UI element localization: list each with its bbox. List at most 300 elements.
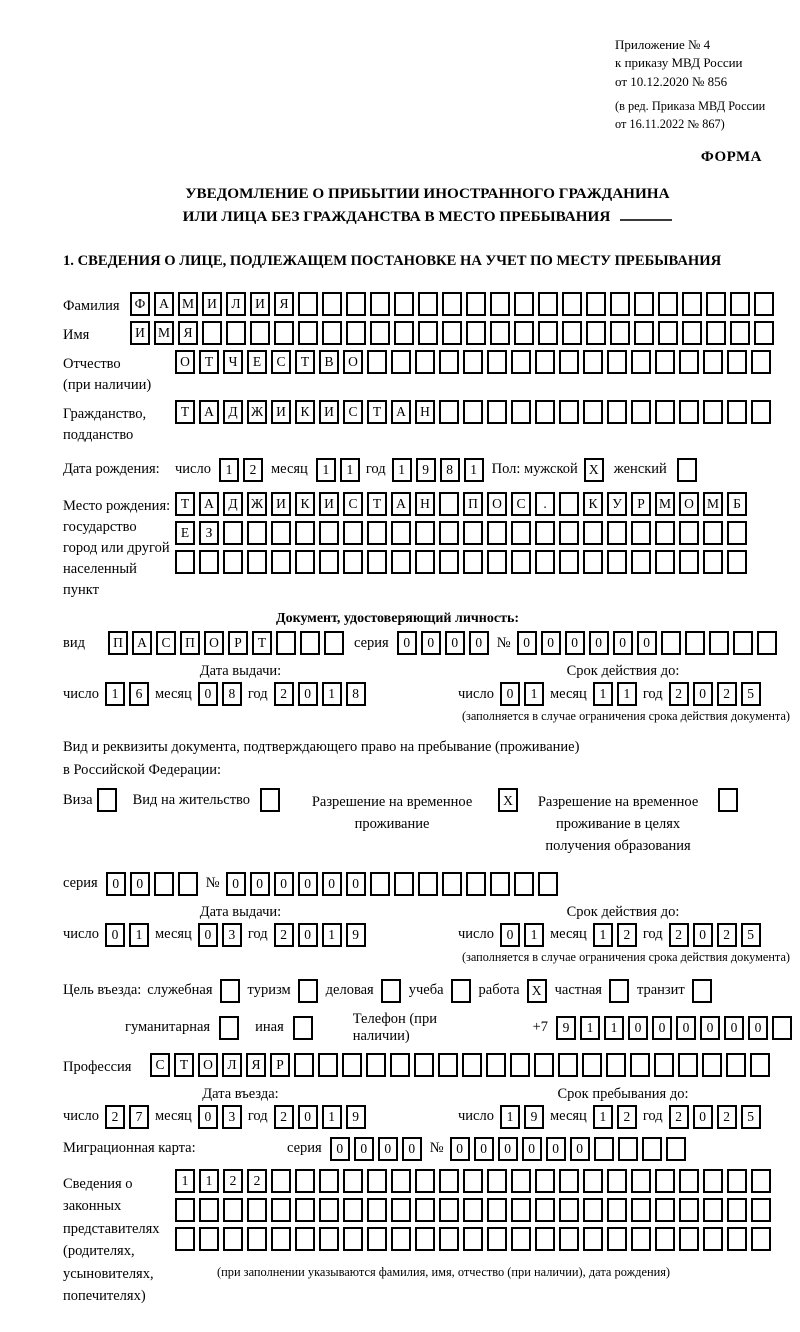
char-cell[interactable]	[631, 1227, 651, 1251]
char-cell[interactable]: 2	[669, 1105, 689, 1129]
char-cell[interactable]: 0	[474, 1137, 494, 1161]
char-cell[interactable]	[366, 1053, 386, 1077]
char-cell[interactable]	[294, 1053, 314, 1077]
char-cell[interactable]	[607, 1169, 627, 1193]
char-cell[interactable]	[706, 292, 726, 316]
char-cell[interactable]	[271, 521, 291, 545]
char-cell[interactable]	[178, 872, 198, 896]
char-cell[interactable]	[583, 1169, 603, 1193]
char-cell[interactable]	[586, 321, 606, 345]
char-cell[interactable]: Т	[367, 400, 387, 424]
char-cell[interactable]	[274, 321, 294, 345]
char-cell[interactable]	[175, 1227, 195, 1251]
char-cell[interactable]: П	[463, 492, 483, 516]
char-cell[interactable]	[535, 1227, 555, 1251]
char-cell[interactable]: 0	[498, 1137, 518, 1161]
char-cell[interactable]	[726, 1053, 746, 1077]
char-cell[interactable]	[154, 872, 174, 896]
char-cell[interactable]: О	[487, 492, 507, 516]
char-cell[interactable]	[463, 1169, 483, 1193]
char-cell[interactable]	[346, 292, 366, 316]
char-cell[interactable]: 8	[222, 682, 242, 706]
char-cell[interactable]: 1	[322, 682, 342, 706]
char-cell[interactable]: 1	[617, 682, 637, 706]
char-cell[interactable]	[247, 1227, 267, 1251]
char-cell[interactable]	[487, 1227, 507, 1251]
char-cell[interactable]	[535, 400, 555, 424]
char-cell[interactable]	[199, 1227, 219, 1251]
char-cell[interactable]	[367, 350, 387, 374]
char-cell[interactable]: Ф	[130, 292, 150, 316]
char-cell[interactable]	[367, 521, 387, 545]
char-cell[interactable]: 0	[450, 1137, 470, 1161]
char-cell[interactable]: 0	[500, 682, 520, 706]
char-cell[interactable]	[346, 321, 366, 345]
char-cell[interactable]	[490, 321, 510, 345]
char-cell[interactable]	[391, 1227, 411, 1251]
char-cell[interactable]: В	[319, 350, 339, 374]
char-cell[interactable]: 2	[669, 923, 689, 947]
char-cell[interactable]	[703, 521, 723, 545]
char-cell[interactable]	[247, 1198, 267, 1222]
char-cell[interactable]	[466, 872, 486, 896]
char-cell[interactable]: 1	[199, 1169, 219, 1193]
purpose-official-checkbox[interactable]	[220, 979, 240, 1003]
char-cell[interactable]	[175, 1198, 195, 1222]
char-cell[interactable]	[298, 321, 318, 345]
char-cell[interactable]	[343, 1169, 363, 1193]
char-cell[interactable]: 9	[556, 1016, 576, 1040]
char-cell[interactable]: 3	[222, 923, 242, 947]
char-cell[interactable]	[295, 550, 315, 574]
char-cell[interactable]: 1	[175, 1169, 195, 1193]
char-cell[interactable]: 0	[469, 631, 489, 655]
char-cell[interactable]: 1	[593, 1105, 613, 1129]
char-cell[interactable]	[418, 292, 438, 316]
char-cell[interactable]	[390, 1053, 410, 1077]
char-cell[interactable]	[706, 321, 726, 345]
char-cell[interactable]	[751, 1227, 771, 1251]
char-cell[interactable]	[487, 1198, 507, 1222]
char-cell[interactable]: 5	[741, 1105, 761, 1129]
char-cell[interactable]	[607, 1227, 627, 1251]
char-cell[interactable]: 5	[741, 682, 761, 706]
char-cell[interactable]	[223, 1227, 243, 1251]
char-cell[interactable]: А	[199, 492, 219, 516]
char-cell[interactable]: С	[150, 1053, 170, 1077]
char-cell[interactable]	[370, 321, 390, 345]
char-cell[interactable]: 0	[130, 872, 150, 896]
char-cell[interactable]	[442, 872, 462, 896]
char-cell[interactable]	[559, 521, 579, 545]
char-cell[interactable]	[370, 292, 390, 316]
char-cell[interactable]	[415, 350, 435, 374]
char-cell[interactable]: Н	[415, 400, 435, 424]
char-cell[interactable]	[655, 1198, 675, 1222]
char-cell[interactable]	[391, 550, 411, 574]
purpose-humanitarian-checkbox[interactable]	[219, 1016, 239, 1040]
char-cell[interactable]	[634, 321, 654, 345]
char-cell[interactable]	[415, 1198, 435, 1222]
char-cell[interactable]	[490, 292, 510, 316]
char-cell[interactable]	[594, 1137, 614, 1161]
char-cell[interactable]	[583, 1198, 603, 1222]
char-cell[interactable]: 0	[346, 872, 366, 896]
char-cell[interactable]	[654, 1053, 674, 1077]
char-cell[interactable]	[607, 350, 627, 374]
char-cell[interactable]	[631, 1169, 651, 1193]
char-cell[interactable]: 0	[546, 1137, 566, 1161]
char-cell[interactable]: 8	[346, 682, 366, 706]
char-cell[interactable]	[463, 550, 483, 574]
char-cell[interactable]: 1	[593, 923, 613, 947]
char-cell[interactable]	[757, 631, 777, 655]
char-cell[interactable]: 1	[219, 458, 239, 482]
char-cell[interactable]	[655, 521, 675, 545]
char-cell[interactable]	[322, 292, 342, 316]
char-cell[interactable]	[318, 1053, 338, 1077]
char-cell[interactable]	[583, 1227, 603, 1251]
char-cell[interactable]	[295, 1227, 315, 1251]
char-cell[interactable]	[559, 1198, 579, 1222]
char-cell[interactable]	[703, 350, 723, 374]
char-cell[interactable]	[439, 350, 459, 374]
char-cell[interactable]: 1	[524, 682, 544, 706]
char-cell[interactable]: Р	[228, 631, 248, 655]
char-cell[interactable]: 0	[198, 923, 218, 947]
char-cell[interactable]	[702, 1053, 722, 1077]
char-cell[interactable]: А	[154, 292, 174, 316]
char-cell[interactable]	[607, 521, 627, 545]
char-cell[interactable]	[202, 321, 222, 345]
char-cell[interactable]: Р	[270, 1053, 290, 1077]
char-cell[interactable]: 0	[105, 923, 125, 947]
char-cell[interactable]	[415, 1227, 435, 1251]
char-cell[interactable]: 0	[198, 682, 218, 706]
char-cell[interactable]: 1	[322, 923, 342, 947]
char-cell[interactable]	[562, 292, 582, 316]
char-cell[interactable]	[223, 550, 243, 574]
char-cell[interactable]: Т	[174, 1053, 194, 1077]
char-cell[interactable]	[487, 1169, 507, 1193]
char-cell[interactable]	[487, 350, 507, 374]
char-cell[interactable]	[559, 350, 579, 374]
purpose-study-checkbox[interactable]	[451, 979, 471, 1003]
char-cell[interactable]: Е	[247, 350, 267, 374]
sex-male-checkbox[interactable]: X	[584, 458, 604, 482]
char-cell[interactable]	[655, 1169, 675, 1193]
char-cell[interactable]	[631, 400, 651, 424]
char-cell[interactable]	[439, 1169, 459, 1193]
char-cell[interactable]	[607, 1198, 627, 1222]
char-cell[interactable]	[538, 292, 558, 316]
char-cell[interactable]: 0	[589, 631, 609, 655]
char-cell[interactable]: М	[154, 321, 174, 345]
char-cell[interactable]	[727, 350, 747, 374]
char-cell[interactable]	[295, 1198, 315, 1222]
char-cell[interactable]: А	[391, 492, 411, 516]
visa-checkbox[interactable]	[97, 788, 117, 812]
char-cell[interactable]	[438, 1053, 458, 1077]
char-cell[interactable]	[367, 1227, 387, 1251]
char-cell[interactable]	[298, 292, 318, 316]
char-cell[interactable]: З	[199, 521, 219, 545]
char-cell[interactable]: 0	[522, 1137, 542, 1161]
char-cell[interactable]	[439, 1227, 459, 1251]
char-cell[interactable]: 0	[354, 1137, 374, 1161]
char-cell[interactable]: 0	[322, 872, 342, 896]
char-cell[interactable]: О	[679, 492, 699, 516]
char-cell[interactable]	[610, 292, 630, 316]
char-cell[interactable]: О	[175, 350, 195, 374]
char-cell[interactable]: 1	[340, 458, 360, 482]
char-cell[interactable]: 9	[416, 458, 436, 482]
char-cell[interactable]	[679, 1227, 699, 1251]
char-cell[interactable]	[295, 1169, 315, 1193]
char-cell[interactable]: 2	[274, 1105, 294, 1129]
char-cell[interactable]	[415, 550, 435, 574]
char-cell[interactable]	[415, 1169, 435, 1193]
char-cell[interactable]	[607, 400, 627, 424]
char-cell[interactable]	[559, 492, 579, 516]
char-cell[interactable]: 0	[693, 682, 713, 706]
char-cell[interactable]	[466, 292, 486, 316]
char-cell[interactable]	[538, 872, 558, 896]
char-cell[interactable]: 0	[676, 1016, 696, 1040]
char-cell[interactable]	[276, 631, 296, 655]
char-cell[interactable]	[751, 350, 771, 374]
char-cell[interactable]: С	[343, 400, 363, 424]
char-cell[interactable]	[658, 321, 678, 345]
char-cell[interactable]	[610, 321, 630, 345]
char-cell[interactable]	[772, 1016, 792, 1040]
char-cell[interactable]	[511, 550, 531, 574]
char-cell[interactable]: 0	[628, 1016, 648, 1040]
char-cell[interactable]: Л	[226, 292, 246, 316]
char-cell[interactable]: 0	[724, 1016, 744, 1040]
char-cell[interactable]	[679, 400, 699, 424]
char-cell[interactable]: Я	[178, 321, 198, 345]
char-cell[interactable]: А	[199, 400, 219, 424]
char-cell[interactable]	[727, 1169, 747, 1193]
char-cell[interactable]	[538, 321, 558, 345]
char-cell[interactable]	[510, 1053, 530, 1077]
char-cell[interactable]	[319, 550, 339, 574]
char-cell[interactable]	[442, 292, 462, 316]
char-cell[interactable]: Ж	[247, 492, 267, 516]
char-cell[interactable]: 0	[378, 1137, 398, 1161]
char-cell[interactable]: 0	[298, 682, 318, 706]
char-cell[interactable]	[271, 1198, 291, 1222]
char-cell[interactable]	[511, 1169, 531, 1193]
char-cell[interactable]	[631, 1198, 651, 1222]
char-cell[interactable]: С	[511, 492, 531, 516]
char-cell[interactable]	[487, 400, 507, 424]
char-cell[interactable]: 1	[316, 458, 336, 482]
purpose-other-checkbox[interactable]	[293, 1016, 313, 1040]
char-cell[interactable]	[730, 321, 750, 345]
char-cell[interactable]	[418, 321, 438, 345]
char-cell[interactable]: 2	[274, 923, 294, 947]
char-cell[interactable]: 2	[243, 458, 263, 482]
char-cell[interactable]: .	[535, 492, 555, 516]
char-cell[interactable]: П	[108, 631, 128, 655]
char-cell[interactable]: 2	[105, 1105, 125, 1129]
char-cell[interactable]: 0	[298, 1105, 318, 1129]
char-cell[interactable]	[391, 521, 411, 545]
char-cell[interactable]: И	[319, 492, 339, 516]
char-cell[interactable]	[586, 292, 606, 316]
char-cell[interactable]	[439, 492, 459, 516]
char-cell[interactable]	[367, 1169, 387, 1193]
sex-female-checkbox[interactable]	[677, 458, 697, 482]
char-cell[interactable]	[583, 521, 603, 545]
char-cell[interactable]	[490, 872, 510, 896]
char-cell[interactable]	[751, 400, 771, 424]
char-cell[interactable]: С	[156, 631, 176, 655]
char-cell[interactable]: К	[295, 400, 315, 424]
char-cell[interactable]	[463, 521, 483, 545]
char-cell[interactable]	[394, 292, 414, 316]
char-cell[interactable]	[319, 1227, 339, 1251]
char-cell[interactable]	[658, 292, 678, 316]
char-cell[interactable]	[631, 350, 651, 374]
char-cell[interactable]	[463, 1227, 483, 1251]
char-cell[interactable]: 0	[637, 631, 657, 655]
char-cell[interactable]: 2	[717, 682, 737, 706]
char-cell[interactable]: П	[180, 631, 200, 655]
char-cell[interactable]	[514, 321, 534, 345]
char-cell[interactable]	[559, 1227, 579, 1251]
char-cell[interactable]	[391, 1198, 411, 1222]
char-cell[interactable]	[324, 631, 344, 655]
char-cell[interactable]: 8	[440, 458, 460, 482]
char-cell[interactable]	[679, 521, 699, 545]
char-cell[interactable]: К	[295, 492, 315, 516]
char-cell[interactable]: 1	[500, 1105, 520, 1129]
char-cell[interactable]: Ж	[247, 400, 267, 424]
char-cell[interactable]: 0	[565, 631, 585, 655]
char-cell[interactable]: Р	[631, 492, 651, 516]
char-cell[interactable]	[631, 521, 651, 545]
char-cell[interactable]	[463, 400, 483, 424]
residence-permit-checkbox[interactable]	[260, 788, 280, 812]
char-cell[interactable]: 1	[524, 923, 544, 947]
char-cell[interactable]	[727, 550, 747, 574]
char-cell[interactable]: 2	[274, 682, 294, 706]
char-cell[interactable]: О	[198, 1053, 218, 1077]
char-cell[interactable]: 0	[613, 631, 633, 655]
char-cell[interactable]: Д	[223, 400, 243, 424]
purpose-business-checkbox[interactable]	[381, 979, 401, 1003]
char-cell[interactable]	[535, 350, 555, 374]
char-cell[interactable]: О	[204, 631, 224, 655]
char-cell[interactable]	[415, 521, 435, 545]
char-cell[interactable]: Я	[246, 1053, 266, 1077]
char-cell[interactable]	[535, 521, 555, 545]
char-cell[interactable]: 0	[517, 631, 537, 655]
char-cell[interactable]: Б	[727, 492, 747, 516]
char-cell[interactable]: 2	[669, 682, 689, 706]
char-cell[interactable]	[751, 1198, 771, 1222]
purpose-tourism-checkbox[interactable]	[298, 979, 318, 1003]
char-cell[interactable]: М	[178, 292, 198, 316]
char-cell[interactable]: Т	[199, 350, 219, 374]
char-cell[interactable]	[630, 1053, 650, 1077]
char-cell[interactable]	[666, 1137, 686, 1161]
char-cell[interactable]: 0	[198, 1105, 218, 1129]
char-cell[interactable]	[709, 631, 729, 655]
char-cell[interactable]	[439, 400, 459, 424]
char-cell[interactable]	[418, 872, 438, 896]
char-cell[interactable]	[175, 550, 195, 574]
char-cell[interactable]: 1	[322, 1105, 342, 1129]
char-cell[interactable]: М	[655, 492, 675, 516]
char-cell[interactable]: И	[319, 400, 339, 424]
char-cell[interactable]	[634, 292, 654, 316]
char-cell[interactable]	[463, 1198, 483, 1222]
char-cell[interactable]	[558, 1053, 578, 1077]
char-cell[interactable]: 0	[693, 923, 713, 947]
char-cell[interactable]	[678, 1053, 698, 1077]
char-cell[interactable]: И	[271, 400, 291, 424]
char-cell[interactable]	[583, 550, 603, 574]
char-cell[interactable]	[394, 321, 414, 345]
char-cell[interactable]: Д	[223, 492, 243, 516]
char-cell[interactable]: Т	[175, 492, 195, 516]
char-cell[interactable]: 2	[617, 1105, 637, 1129]
char-cell[interactable]	[247, 550, 267, 574]
char-cell[interactable]	[300, 631, 320, 655]
char-cell[interactable]: И	[271, 492, 291, 516]
char-cell[interactable]: Т	[252, 631, 272, 655]
char-cell[interactable]	[295, 521, 315, 545]
char-cell[interactable]	[511, 1198, 531, 1222]
char-cell[interactable]	[655, 550, 675, 574]
char-cell[interactable]	[679, 550, 699, 574]
char-cell[interactable]	[271, 550, 291, 574]
char-cell[interactable]	[703, 400, 723, 424]
char-cell[interactable]: 0	[693, 1105, 713, 1129]
char-cell[interactable]	[682, 292, 702, 316]
char-cell[interactable]: 0	[250, 872, 270, 896]
char-cell[interactable]: 6	[129, 682, 149, 706]
char-cell[interactable]	[319, 1169, 339, 1193]
char-cell[interactable]: 3	[222, 1105, 242, 1129]
char-cell[interactable]: 0	[445, 631, 465, 655]
char-cell[interactable]: 9	[346, 923, 366, 947]
char-cell[interactable]: 0	[421, 631, 441, 655]
char-cell[interactable]	[679, 1169, 699, 1193]
char-cell[interactable]	[223, 1198, 243, 1222]
char-cell[interactable]	[730, 292, 750, 316]
char-cell[interactable]	[319, 1198, 339, 1222]
char-cell[interactable]	[583, 350, 603, 374]
char-cell[interactable]: 0	[298, 923, 318, 947]
temp-residence-edu-checkbox[interactable]	[718, 788, 738, 812]
char-cell[interactable]	[250, 321, 270, 345]
char-cell[interactable]	[487, 550, 507, 574]
char-cell[interactable]: 9	[346, 1105, 366, 1129]
char-cell[interactable]: 1	[604, 1016, 624, 1040]
char-cell[interactable]	[661, 631, 681, 655]
char-cell[interactable]: Я	[274, 292, 294, 316]
char-cell[interactable]	[511, 350, 531, 374]
char-cell[interactable]: А	[391, 400, 411, 424]
char-cell[interactable]: 1	[580, 1016, 600, 1040]
char-cell[interactable]	[247, 521, 267, 545]
char-cell[interactable]	[727, 1198, 747, 1222]
